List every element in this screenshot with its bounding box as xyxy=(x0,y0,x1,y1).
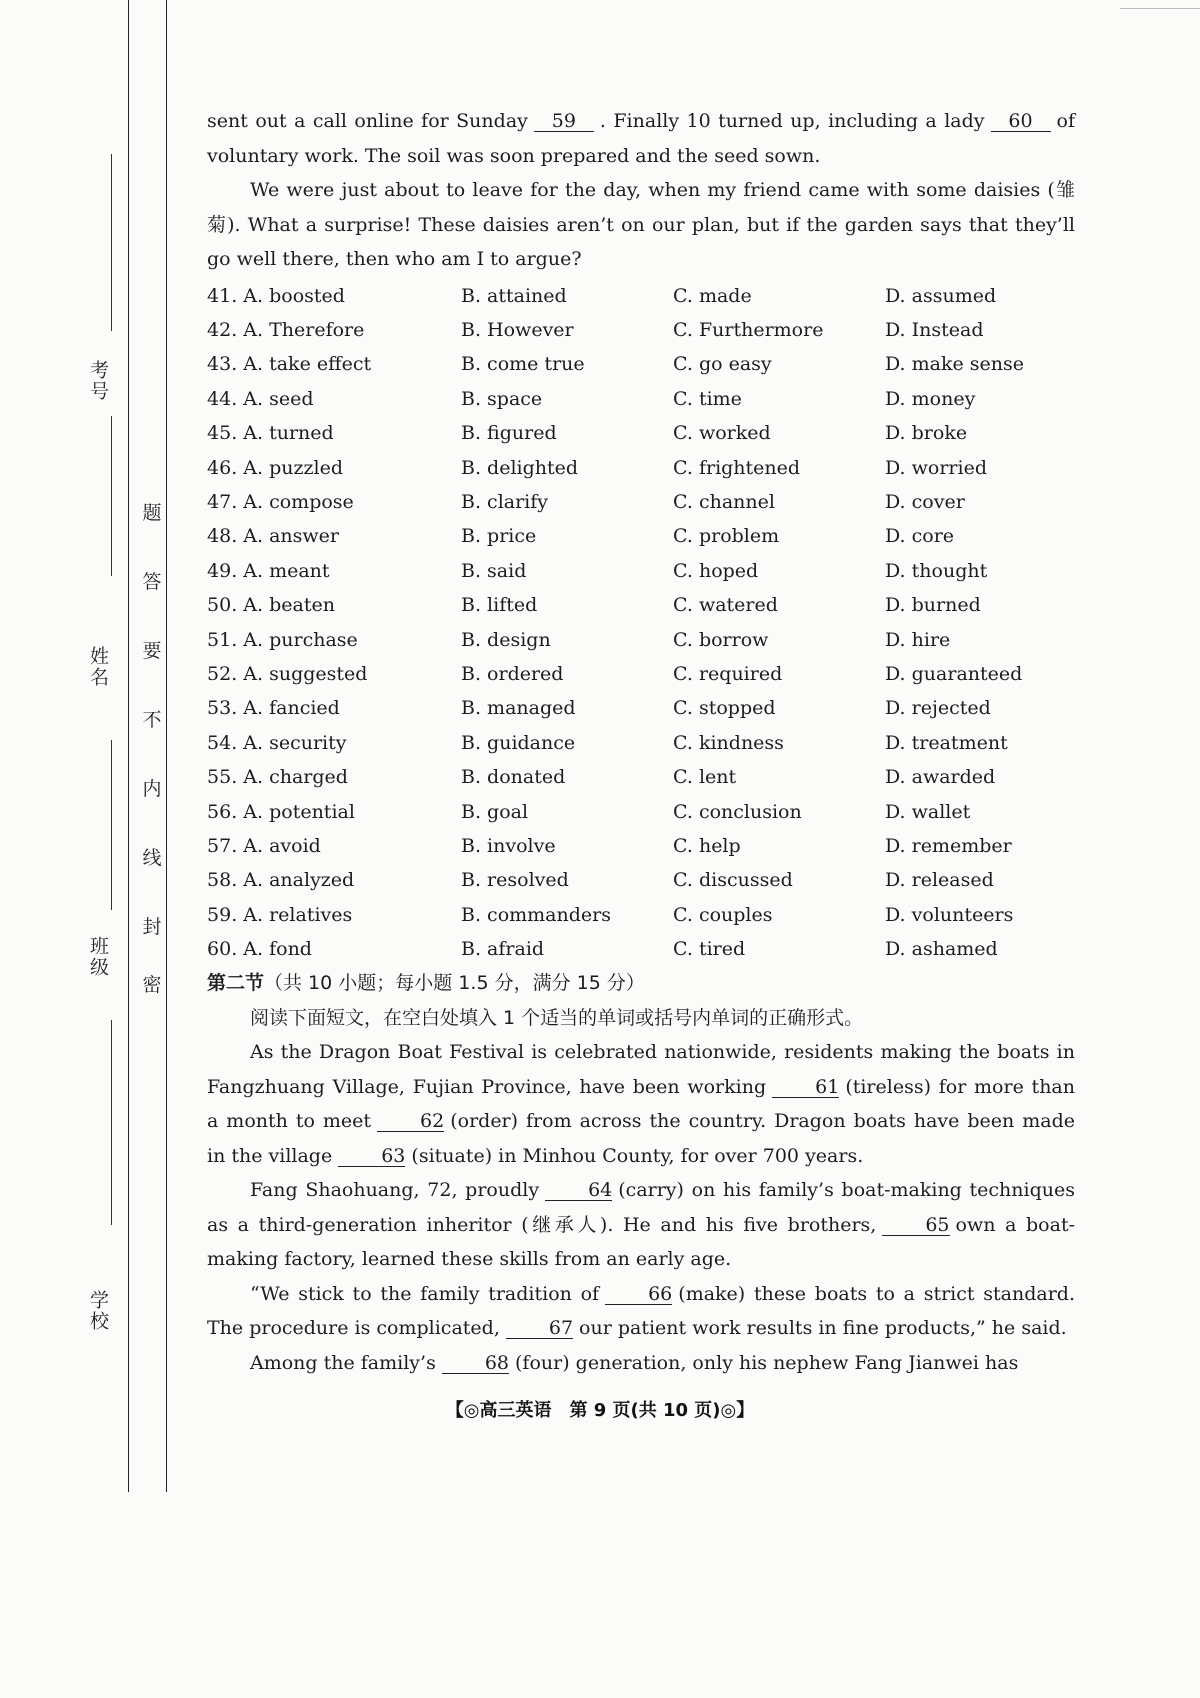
option-text: Instead xyxy=(911,319,984,342)
question-number: 46 xyxy=(207,456,232,479)
answer-blank: 64 xyxy=(545,1180,612,1201)
question-number: 43 xyxy=(207,353,232,376)
paragraph-text: sent out a call online for Sunday xyxy=(207,110,528,132)
option-text: clarify xyxy=(487,491,549,514)
option-text: figured xyxy=(487,422,557,445)
option-row xyxy=(207,794,1075,828)
option-a: 53. A. fancied xyxy=(207,697,340,720)
question-number: 56 xyxy=(207,800,232,823)
question-number: 45 xyxy=(207,422,232,445)
option-a: 59. A. relatives xyxy=(207,903,353,926)
question-number: 57 xyxy=(207,834,232,857)
option-row xyxy=(207,450,1075,484)
field-line-class xyxy=(111,740,112,910)
section-2-header xyxy=(207,966,1075,1001)
option-text: make sense xyxy=(911,353,1025,376)
option-b: B. However xyxy=(461,319,574,342)
option-d: D. assumed xyxy=(885,284,997,307)
option-c: C. watered xyxy=(673,594,778,617)
option-a: 41. A. boosted xyxy=(207,284,345,307)
option-row xyxy=(207,416,1075,450)
option-text: commanders xyxy=(487,903,611,926)
question-number: 55 xyxy=(207,766,232,789)
option-a: 54. A. security xyxy=(207,731,347,754)
option-text: hoped xyxy=(698,559,759,582)
option-text: potential xyxy=(269,800,355,823)
option-b: B. price xyxy=(461,525,537,548)
option-text: purchase xyxy=(269,628,358,651)
option-text: wallet xyxy=(911,800,971,823)
option-c: C. help xyxy=(673,834,741,857)
option-text: compose xyxy=(269,491,354,514)
option-text: required xyxy=(698,662,783,685)
scan-edge-line xyxy=(1120,8,1200,9)
option-text: ashamed xyxy=(911,938,998,961)
option-text: suggested xyxy=(269,662,368,685)
seal-char: 不 xyxy=(142,709,162,731)
option-text: treatment xyxy=(911,731,1008,754)
option-text: volunteers xyxy=(911,903,1014,926)
paragraph-text: Fang Shaohuang, 72, proudly xyxy=(250,1179,540,1202)
option-c: C. channel xyxy=(673,491,775,514)
answer-blank: 68 xyxy=(442,1353,509,1374)
option-row xyxy=(207,313,1075,347)
paragraph xyxy=(207,1277,1075,1346)
option-text: watered xyxy=(698,594,778,617)
option-row xyxy=(207,691,1075,725)
option-d: D. cover xyxy=(885,491,965,514)
option-a: 42. A. Therefore xyxy=(207,319,365,342)
option-b: B. donated xyxy=(461,766,566,789)
option-text: attained xyxy=(487,284,567,307)
field-label-class: 班级 xyxy=(87,936,109,978)
paragraph xyxy=(207,1173,1075,1277)
option-d: D. released xyxy=(885,869,994,892)
option-row xyxy=(207,279,1075,313)
option-c: C. hoped xyxy=(673,559,759,582)
paragraph-text: Among the family’s xyxy=(250,1351,436,1374)
option-b: B. clarify xyxy=(461,491,549,514)
option-c: C. required xyxy=(673,662,783,685)
option-text: relatives xyxy=(269,903,353,926)
option-text: puzzled xyxy=(269,456,343,479)
paragraph xyxy=(207,1035,1075,1173)
option-b: B. involve xyxy=(461,834,556,857)
option-row xyxy=(207,760,1075,794)
option-text: afraid xyxy=(487,938,545,961)
option-c: C. stopped xyxy=(673,697,776,720)
options-table xyxy=(207,279,1075,967)
option-a: 46. A. puzzled xyxy=(207,456,343,479)
seal-char: 内 xyxy=(142,778,162,800)
passage-top xyxy=(207,104,1075,277)
option-text: made xyxy=(698,284,752,307)
paragraph-text: (carry) on his family’s boat-making techniques as a third-generation inheritor (继承人). He and his five brothers, xyxy=(207,1179,1076,1236)
section-2-meta: （共 10 小题；每小题 1.5 分，满分 15 分） xyxy=(264,972,645,995)
option-d: D. worried xyxy=(885,456,987,479)
option-row xyxy=(207,347,1075,381)
option-a: 60. A. fond xyxy=(207,938,312,961)
option-c: C. problem xyxy=(673,525,780,548)
option-b: B. delighted xyxy=(461,456,579,479)
option-text: beaten xyxy=(269,594,335,617)
option-text: cover xyxy=(911,491,965,514)
field-label-name: 姓名 xyxy=(87,646,109,688)
option-d: D. rejected xyxy=(885,697,991,720)
section-2-instruction: 阅读下面短文，在空白处填入 1 个适当的单词或括号内单词的正确形式。 xyxy=(250,1006,864,1029)
question-number: 50 xyxy=(207,594,232,617)
question-number: 44 xyxy=(207,387,232,410)
option-d: D. broke xyxy=(885,422,968,445)
question-number: 48 xyxy=(207,525,232,548)
option-row xyxy=(207,829,1075,863)
option-text: go easy xyxy=(698,353,772,376)
paragraph-text: (order) from across the country. Dragon boats have been made in the village xyxy=(207,1110,1075,1167)
paragraph-text: our patient work results in fine products,” he said. xyxy=(579,1317,1067,1340)
option-c: C. go easy xyxy=(673,353,772,376)
option-text: Furthermore xyxy=(698,319,824,342)
paragraph-text: (situate) in Minhou County, for over 700 years. xyxy=(411,1144,864,1167)
option-text: tired xyxy=(698,938,746,961)
option-text: lent xyxy=(698,766,737,789)
option-text: fancied xyxy=(269,697,340,720)
option-d: D. treatment xyxy=(885,731,1008,754)
option-row xyxy=(207,657,1075,691)
option-c: C. frightened xyxy=(673,456,801,479)
option-a: 48. A. answer xyxy=(207,525,339,548)
option-c: C. borrow xyxy=(673,628,769,651)
option-c: C. discussed xyxy=(673,869,793,892)
answer-blank: 59 xyxy=(534,111,594,132)
option-text: Therefore xyxy=(269,319,365,342)
paragraph-text: own a boat-making factory, learned these skills from an early age. xyxy=(207,1213,1075,1271)
option-text: money xyxy=(911,387,976,410)
option-b: B. lifted xyxy=(461,594,538,617)
option-text: resolved xyxy=(487,869,569,892)
option-d: D. money xyxy=(885,387,976,410)
option-row xyxy=(207,519,1075,553)
option-text: come true xyxy=(487,353,585,376)
option-d: D. ashamed xyxy=(885,938,998,961)
option-a: 52. A. suggested xyxy=(207,662,368,685)
option-text: kindness xyxy=(698,731,784,754)
seal-char: 要 xyxy=(142,640,162,662)
paragraph-text: “We stick to the family tradition of xyxy=(250,1282,600,1305)
option-c: C. lent xyxy=(673,766,737,789)
option-text: answer xyxy=(269,525,339,548)
option-d: D. wallet xyxy=(885,800,971,823)
option-text: conclusion xyxy=(698,800,802,823)
option-text: meant xyxy=(269,559,330,582)
option-b: B. figured xyxy=(461,422,557,445)
section-2-title: 第二节 xyxy=(207,972,265,995)
option-text: turned xyxy=(269,422,334,445)
option-text: discussed xyxy=(698,869,793,892)
option-text: core xyxy=(911,525,955,548)
question-number: 47 xyxy=(207,491,232,514)
question-number: 54 xyxy=(207,731,232,754)
option-b: B. attained xyxy=(461,284,567,307)
option-text: delighted xyxy=(487,456,579,479)
option-text: frightened xyxy=(698,456,801,479)
option-text: time xyxy=(698,387,742,410)
option-text: said xyxy=(487,559,527,582)
option-row xyxy=(207,932,1075,966)
option-b: B. said xyxy=(461,559,527,582)
option-a: 47. A. compose xyxy=(207,491,354,514)
option-text: guidance xyxy=(487,731,576,754)
option-d: D. thought xyxy=(885,559,988,582)
option-b: B. space xyxy=(461,387,543,410)
option-b: B. design xyxy=(461,628,551,651)
option-text: donated xyxy=(487,766,566,789)
paragraph-text: of voluntary work. The soil was soon prepared and the seed sown. xyxy=(207,110,1075,167)
option-a: 44. A. seed xyxy=(207,387,314,410)
option-text: security xyxy=(269,731,347,754)
seal-char: 答 xyxy=(142,571,162,593)
option-c: C. couples xyxy=(673,903,773,926)
question-number: 60 xyxy=(207,938,232,961)
question-number: 59 xyxy=(207,903,232,926)
answer-blank: 66 xyxy=(605,1284,672,1305)
option-d: D. Instead xyxy=(885,319,984,342)
option-text: worked xyxy=(698,422,771,445)
option-row xyxy=(207,382,1075,416)
option-text: lifted xyxy=(487,594,538,617)
answer-blank: 60 xyxy=(991,111,1051,132)
option-a: 45. A. turned xyxy=(207,422,334,445)
option-text: broke xyxy=(911,422,968,445)
question-number: 51 xyxy=(207,628,232,651)
option-d: D. make sense xyxy=(885,353,1025,376)
seal-char: 密 xyxy=(142,974,162,996)
option-d: D. core xyxy=(885,525,955,548)
option-a: 49. A. meant xyxy=(207,559,330,582)
option-text: couples xyxy=(698,903,773,926)
passage-2 xyxy=(207,1035,1075,1380)
option-a: 51. A. purchase xyxy=(207,628,358,651)
seal-char: 封 xyxy=(142,916,162,938)
question-number: 58 xyxy=(207,869,232,892)
option-text: thought xyxy=(911,559,988,582)
field-line-name xyxy=(111,416,112,576)
option-text: awarded xyxy=(911,766,996,789)
option-a: 56. A. potential xyxy=(207,800,355,823)
page-footer: 【◎高三英语 第 9 页(共 10 页)◎】 xyxy=(445,1400,755,1421)
field-line-exam-number xyxy=(111,154,112,331)
paragraph xyxy=(207,173,1075,277)
option-row xyxy=(207,588,1075,622)
option-d: D. volunteers xyxy=(885,903,1014,926)
paragraph-text: As the Dragon Boat Festival is celebrated nationwide, residents making the boats in Fangzhuang Village, Fujian Province, have been working xyxy=(207,1041,1075,1098)
option-text: hire xyxy=(911,628,951,651)
answer-blank: 65 xyxy=(882,1215,949,1236)
option-text: However xyxy=(487,319,574,342)
option-text: goal xyxy=(487,800,529,823)
option-text: help xyxy=(698,834,741,857)
option-c: C. tired xyxy=(673,938,746,961)
option-a: 50. A. beaten xyxy=(207,594,335,617)
option-text: price xyxy=(487,525,537,548)
option-text: seed xyxy=(269,387,314,410)
field-line-school xyxy=(111,1020,112,1225)
option-b: B. ordered xyxy=(461,662,564,685)
option-text: released xyxy=(911,869,994,892)
option-row xyxy=(207,863,1075,897)
option-d: D. remember xyxy=(885,834,1012,857)
option-c: C. kindness xyxy=(673,731,784,754)
option-c: C. Furthermore xyxy=(673,319,824,342)
option-text: problem xyxy=(698,525,780,548)
option-row xyxy=(207,726,1075,760)
option-d: D. burned xyxy=(885,594,981,617)
option-d: D. hire xyxy=(885,628,951,651)
option-b: B. resolved xyxy=(461,869,569,892)
option-text: involve xyxy=(487,834,556,857)
option-b: B. goal xyxy=(461,800,529,823)
paragraph xyxy=(207,104,1075,173)
answer-blank: 63 xyxy=(338,1146,405,1167)
question-number: 42 xyxy=(207,319,232,342)
question-number: 41 xyxy=(207,284,232,307)
option-a: 58. A. analyzed xyxy=(207,869,355,892)
option-text: fond xyxy=(269,938,312,961)
option-c: C. worked xyxy=(673,422,771,445)
option-text: avoid xyxy=(269,834,321,857)
option-b: B. commanders xyxy=(461,903,611,926)
option-b: B. come true xyxy=(461,353,585,376)
option-row xyxy=(207,485,1075,519)
answer-blank: 67 xyxy=(506,1318,573,1339)
option-text: analyzed xyxy=(269,869,355,892)
paragraph-text: (make) these boats to a strict standard. The procedure is complicated, xyxy=(207,1282,1075,1340)
question-number: 53 xyxy=(207,697,232,720)
paragraph xyxy=(207,1346,1075,1381)
option-text: burned xyxy=(911,594,981,617)
option-row xyxy=(207,622,1075,656)
option-text: charged xyxy=(269,766,348,789)
question-number: 49 xyxy=(207,559,232,582)
option-text: stopped xyxy=(698,697,776,720)
option-row xyxy=(207,898,1075,932)
option-text: rejected xyxy=(911,697,991,720)
option-text: space xyxy=(487,387,543,410)
paragraph-text: (tireless) for more than a month to meet xyxy=(207,1075,1075,1133)
option-text: worried xyxy=(911,456,987,479)
option-text: borrow xyxy=(698,628,769,651)
seal-char: 题 xyxy=(142,502,162,524)
paragraph-text: (four) generation, only his nephew Fang Jianwei has xyxy=(515,1351,1019,1374)
binding-line-inner xyxy=(166,0,167,1492)
binding-line-outer xyxy=(128,0,129,1492)
option-d: D. guaranteed xyxy=(885,662,1023,685)
option-d: D. awarded xyxy=(885,766,996,789)
option-text: take effect xyxy=(269,353,372,376)
option-c: C. conclusion xyxy=(673,800,802,823)
option-a: 57. A. avoid xyxy=(207,834,321,857)
field-label-school: 学校 xyxy=(87,1290,109,1332)
option-b: B. guidance xyxy=(461,731,576,754)
option-row xyxy=(207,554,1075,588)
page-content xyxy=(207,104,1075,1380)
option-text: channel xyxy=(698,491,775,514)
paragraph-text: . Finally 10 turned up, including a lady xyxy=(599,110,985,132)
option-c: C. time xyxy=(673,387,742,410)
option-text: managed xyxy=(487,697,576,720)
option-text: remember xyxy=(911,834,1012,857)
option-text: ordered xyxy=(487,662,564,685)
answer-blank: 62 xyxy=(377,1111,444,1132)
field-label-exam-number: 考号 xyxy=(87,360,109,402)
option-c: C. made xyxy=(673,284,752,307)
option-text: boosted xyxy=(269,284,345,307)
seal-char: 线 xyxy=(142,847,162,869)
option-b: B. afraid xyxy=(461,938,545,961)
option-text: guaranteed xyxy=(911,662,1023,685)
paragraph-text: We were just about to leave for the day, when my friend came with some daisies (雏菊). What a surprise! These daisies aren’t on our plan, but if the garden says that they’ll go well there, then who am I to argue? xyxy=(207,179,1075,270)
option-a: 43. A. take effect xyxy=(207,353,372,376)
option-text: design xyxy=(487,628,551,651)
question-number: 52 xyxy=(207,662,232,685)
option-text: assumed xyxy=(911,284,997,307)
binding-margin xyxy=(0,0,200,1698)
option-a: 55. A. charged xyxy=(207,766,348,789)
option-b: B. managed xyxy=(461,697,576,720)
answer-blank: 61 xyxy=(772,1077,839,1098)
